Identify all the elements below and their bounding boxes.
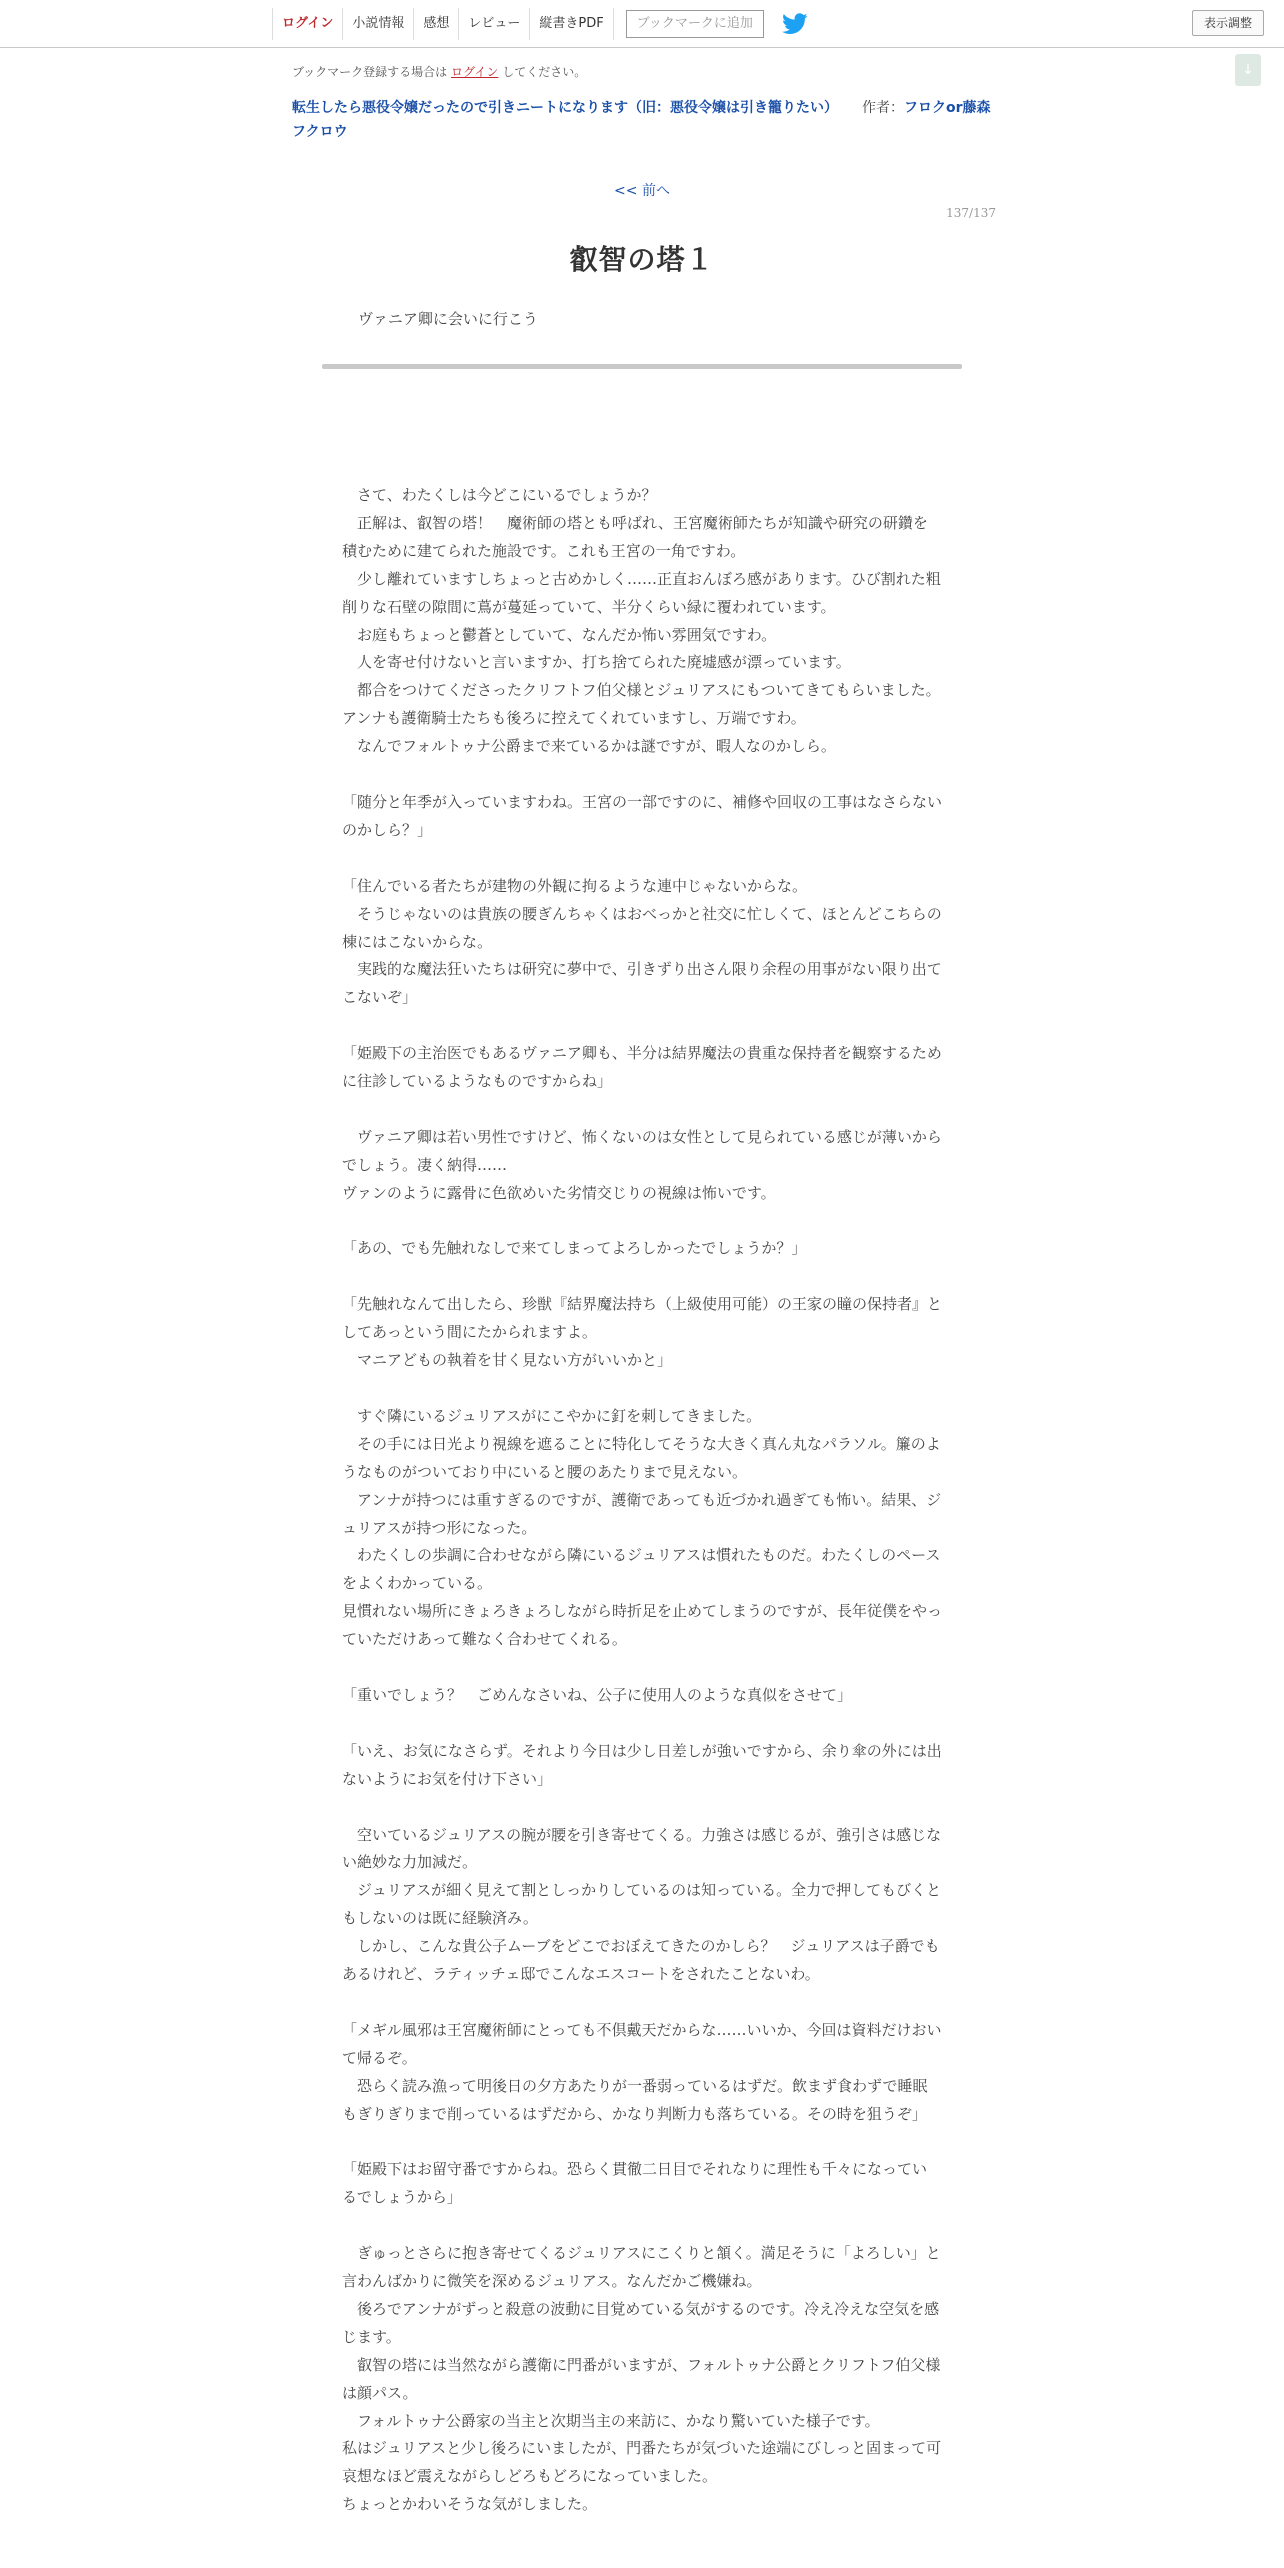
preface-divider (322, 364, 962, 369)
novel-title-link[interactable]: 転生したら悪役令嬢だったので引きニートになります（旧：悪役令嬢は引き籠りたい） (292, 100, 838, 116)
main-nav (272, 8, 808, 40)
top-nav-bar (0, 0, 1284, 48)
add-bookmark-button[interactable]: ブックマークに追加 (626, 10, 764, 38)
twitter-bird-icon[interactable] (782, 13, 808, 35)
vertical-pdf-link[interactable]: 縦書きPDF (529, 8, 613, 40)
impressions-link[interactable]: 感想 (413, 8, 458, 40)
notice-prefix: ブックマーク登録する場合は (292, 65, 448, 79)
login-link[interactable]: ログイン (272, 8, 342, 40)
chapter-preface: ヴァニア卿に会いに行こう (358, 310, 538, 328)
author-link-continued[interactable]: フクロウ (292, 124, 348, 140)
scroll-down-button[interactable]: ↓ (1235, 54, 1261, 86)
notice-suffix: してください。 (502, 65, 587, 79)
display-settings-button[interactable]: 表示調整 (1192, 10, 1264, 36)
author-link[interactable]: フロクor藤森 (904, 100, 991, 116)
prev-chapter-link[interactable]: << 前へ (614, 183, 670, 199)
chapter-count: 137/137 (946, 206, 996, 220)
novel-info-link[interactable]: 小説情報 (342, 8, 413, 40)
login-notice (292, 63, 586, 80)
author-line (862, 96, 991, 120)
chapter-body: さて、わたくしは今どこにいるでしょうか？ 正解は、叡智の塔！ 魔術師の塔とも呼ばれ、王宮魔術師たちが知識や研究の研鑽を積むために建てられた施設です。これも王宮の一角ですわ。 少し離れていますしちょっと古めかしく……正直おんぼろ感があります。ひび割れた粗削りな石壁の隙間に蔦が蔓延っていて、半分くらい緑に覆われています。 お庭もちょっと鬱蒼としていて、なんだか怖い雰囲気ですわ。 人を寄せ付けないと言いますか、打ち捨てられた廃墟感が漂っています。 都合をつけてくださったクリフトフ伯父様とジュリアスにもついてきてもらいました。アンナも護衛騎士たちも後ろに控えてくれていますし、万端ですわ。 なんでフォルトゥナ公爵まで来ているかは謎ですが、暇人なのかしら。 「随分と年季が入っていますわね。王宮の一部ですのに、補修や回収の工事はなさらないのかしら？」 「住んでいる者たちが建物の外観に拘るような連中じゃないからな。 そうじゃないのは貴族の腰ぎんちゃくはおべっかと社交に忙しくて、ほとんどこちらの棟にはこないからな。 実践的な魔法狂いたちは研究に夢中で、引きずり出さん限り余程の用事がない限り出てこないぞ」 「姫殿下の主治医でもあるヴァニア卿も、半分は結界魔法の貴重な保持者を観察するために往診しているようなものですからね」 ヴァニア卿は若い男性ですけど、怖くないのは女性として見られている感じが薄いからでしょう。凄く納得…… ヴァンのように露骨に色欲めいた劣情交じりの視線は怖いです。 「あの、でも先触れなしで来てしまってよろしかったでしょうか？」 「先触れなんて出したら、珍獣『結界魔法持ち（上級使用可能）の王家の瞳の保持者』としてあっという間にたかられますよ。 マニアどもの執着を甘く見ない方がいいかと」 すぐ隣にいるジュリアスがにこやかに釘を刺してきました。 その手には日光より視線を遮ることに特化してそうな大きく真ん丸なパラソル。簾のようなものがついており中にいると腰のあたりまで見えない。 アンナが持つには重すぎるのですが、護衛であっても近づかれ過ぎても怖い。結果、ジュリアスが持つ形になった。 わたくしの歩調に合わせながら隣にいるジュリアスは慣れたものだ。わたくしのペースをよくわかっている。 見慣れない場所にきょろきょろしながら時折足を止めてしまうのですが、長年従僕をやっていただけあって難なく合わせてくれる。 「重いでしょう？ ごめんなさいね、公子に使用人のような真似をさせて」 「いえ、お気になさらず。それより今日は少し日差しが強いですから、余り傘の外には出ないようにお気を付け下さい」 空いているジュリアスの腕が腰を引き寄せてくる。力強さは感じるが、強引さは感じない絶妙な力加減だ。 ジュリアスが細く見えて割としっかりしているのは知っている。全力で押してもびくともしないのは既に経験済み。 しかし、こんな貴公子ムーブをどこでおぼえてきたのかしら？ ジュリアスは子爵でもあるけれど、ラティッチェ邸でこんなエスコートをされたことないわ。 「メギル風邪は王宮魔術師にとっても不倶戴天だからな……いいか、今回は資料だけおいて帰るぞ。 恐らく読み漁って明後日の夕方あたりが一番弱っているはずだ。飲まず食わずで睡眠もぎりぎりまで削っているはずだから、かなり判断力も落ちている。その時を狙うぞ」 「姫殿下はお留守番ですからね。恐らく貫徹二日目でそれなりに理性も千々になっているでしょうから」 ぎゅっとさらに抱き寄せてくるジュリアスにこくりと頷く。満足そうに「よろしい」と言わんばかりに微笑を深めるジュリアス。なんだかご機嫌ね。 後ろでアンナがずっと殺意の波動に目覚めている気がするのです。冷え冷えな空気を感じます。 叡智の塔には当然ながら護衛に門番がいますが、フォルトゥナ公爵とクリフトフ伯父様は顔パス。 フォルトゥナ公爵家の当主と次期当主の来訪に、かなり驚いていた様子です。 私はジュリアスと少し後ろにいましたが、門番たちが気づいた途端にびしっと固まって可哀想なほど震えながらしどろもどろになっていました。 ちょっとかわいそうな気がしました。 (342, 486, 943, 2514)
chapter-title: 叡智の塔１ (569, 243, 715, 276)
notice-login-link[interactable]: ログイン (451, 65, 499, 79)
review-link[interactable]: レビュー (458, 8, 529, 40)
author-label: 作者： (862, 100, 904, 116)
